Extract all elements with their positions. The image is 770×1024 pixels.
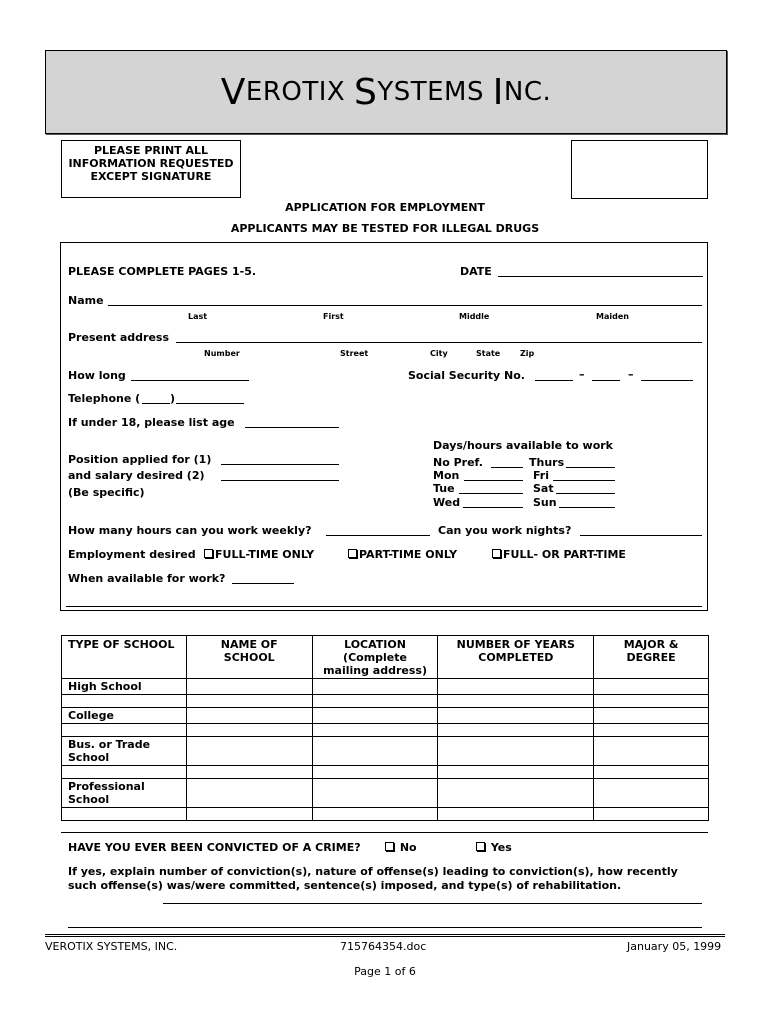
crime-explain: If yes, explain number of conviction(s), nature of offense(s) leading to conviction(s), how recently such offense(s) was/were committed, sentence(s) imposed, and type(s) of rehabilitation. xyxy=(68,865,678,892)
address-field[interactable] xyxy=(176,342,702,343)
cell[interactable] xyxy=(594,779,709,808)
position-label-3: (Be specific) xyxy=(68,486,145,499)
complete-pages-note: PLEASE COMPLETE PAGES 1-5. xyxy=(68,265,257,278)
cell[interactable] xyxy=(438,779,594,808)
name-sub-last: Last xyxy=(188,312,208,321)
part-time-option[interactable]: PART-TIME ONLY xyxy=(348,548,457,561)
day-fri-field[interactable] xyxy=(553,480,615,481)
name-label: Name xyxy=(68,294,104,307)
crime-question: HAVE YOU EVER BEEN CONVICTED OF A CRIME? xyxy=(68,841,361,854)
cell[interactable] xyxy=(438,708,594,724)
row-label: High School xyxy=(62,679,187,695)
name-sub-first: First xyxy=(323,312,344,321)
ssn-field-2[interactable] xyxy=(592,380,620,381)
day-thurs-field[interactable] xyxy=(566,467,615,468)
name-sub-maiden: Maiden xyxy=(596,312,629,321)
print-note: PLEASE PRINT ALL INFORMATION REQUESTED EXCEPT SIGNATURE xyxy=(61,140,241,198)
nights-field[interactable] xyxy=(580,535,702,536)
address-label: Present address xyxy=(68,331,170,344)
area-code-field[interactable] xyxy=(142,403,170,404)
day-tue-field[interactable] xyxy=(459,493,523,494)
page-number: Page 1 of 6 xyxy=(354,965,416,978)
crime-explain-field-2[interactable] xyxy=(68,927,702,928)
header-years-completed: NUMBER OF YEARS COMPLETED xyxy=(438,636,594,679)
cell[interactable] xyxy=(312,679,438,695)
cell[interactable] xyxy=(186,679,312,695)
employment-desired-label: Employment desired xyxy=(68,548,196,561)
cell[interactable] xyxy=(186,779,312,808)
full-time-option[interactable]: FULL-TIME ONLY xyxy=(204,548,314,561)
cell[interactable] xyxy=(594,737,709,766)
ssn-label: Social Security No. xyxy=(408,369,525,382)
day-thurs: Thurs xyxy=(529,456,565,469)
crime-no-checkbox[interactable] xyxy=(385,842,394,851)
when-available-field[interactable] xyxy=(232,583,294,584)
full-or-part-time-checkbox[interactable] xyxy=(492,549,501,558)
part-time-checkbox[interactable] xyxy=(348,549,357,558)
nights-label: Can you work nights? xyxy=(438,524,572,537)
day-no-pref-field[interactable] xyxy=(491,467,523,468)
name-field[interactable] xyxy=(108,305,702,306)
footer-filename: 715764354.doc xyxy=(340,940,427,953)
footer-company: VEROTIX SYSTEMS, INC. xyxy=(45,940,178,953)
age-field[interactable] xyxy=(245,427,339,428)
address-sub-zip: Zip xyxy=(520,349,535,358)
full-or-part-time-option[interactable]: FULL- OR PART-TIME xyxy=(492,548,626,561)
section-divider xyxy=(61,832,708,833)
row-label: Bus. or Trade School xyxy=(62,737,187,766)
day-sun: Sun xyxy=(533,496,557,509)
day-wed: Wed xyxy=(433,496,461,509)
footer-rule xyxy=(45,934,725,937)
day-fri: Fri xyxy=(533,469,550,482)
day-wed-field[interactable] xyxy=(463,507,523,508)
company-title: V EROTIX S YSTEMS I NC. xyxy=(45,50,727,134)
row-label: College xyxy=(62,708,187,724)
address-sub-city: City xyxy=(430,349,448,358)
cell[interactable] xyxy=(312,737,438,766)
name-sub-middle: Middle xyxy=(459,312,490,321)
header-name-of-school: NAME OF SCHOOL xyxy=(186,636,312,679)
full-time-checkbox[interactable] xyxy=(204,549,213,558)
education-table xyxy=(61,635,709,821)
footer-date: January 05, 1999 xyxy=(627,940,722,953)
how-long-label: How long xyxy=(68,369,126,382)
when-available-label: When available for work? xyxy=(68,572,226,585)
address-sub-state: State xyxy=(476,349,501,358)
date-label: DATE xyxy=(460,265,492,278)
cell[interactable] xyxy=(594,679,709,695)
cell[interactable] xyxy=(438,737,594,766)
position-label-1: Position applied for (1) xyxy=(68,453,212,466)
header-location: LOCATION (Complete mailing address) xyxy=(312,636,438,679)
ssn-field-3[interactable] xyxy=(641,380,693,381)
ssn-dash-2: – xyxy=(628,368,634,381)
days-heading: Days/hours available to work xyxy=(433,439,613,452)
hours-weekly-label: How many hours can you work weekly? xyxy=(68,524,312,537)
extra-line-field[interactable] xyxy=(66,606,702,607)
position-label-2: and salary desired (2) xyxy=(68,469,205,482)
day-sat-field[interactable] xyxy=(556,493,615,494)
cell[interactable] xyxy=(186,708,312,724)
telephone-label: Telephone ( xyxy=(68,392,141,405)
header-major-degree: MAJOR & DEGREE xyxy=(594,636,709,679)
position-field-1[interactable] xyxy=(221,464,339,465)
header-type-of-school: TYPE OF SCHOOL xyxy=(62,636,187,679)
telephone-paren: ) xyxy=(170,392,176,405)
blank-box xyxy=(571,140,708,199)
crime-yes-option[interactable]: Yes xyxy=(476,841,512,854)
hours-weekly-field[interactable] xyxy=(326,535,430,536)
day-no-pref: No Pref. xyxy=(433,456,483,469)
under18-label: If under 18, please list age xyxy=(68,416,235,429)
date-field[interactable] xyxy=(498,276,703,277)
day-mon-field[interactable] xyxy=(464,480,523,481)
address-sub-number: Number xyxy=(204,349,240,358)
day-mon: Mon xyxy=(433,469,460,482)
cell[interactable] xyxy=(438,679,594,695)
drug-notice: APPLICANTS MAY BE TESTED FOR ILLEGAL DRUGS xyxy=(230,222,540,235)
telephone-field[interactable] xyxy=(176,403,244,404)
cell[interactable] xyxy=(594,708,709,724)
crime-explain-field[interactable] xyxy=(163,903,702,904)
address-sub-street: Street xyxy=(340,349,369,358)
cell[interactable] xyxy=(186,737,312,766)
position-field-2[interactable] xyxy=(221,480,339,481)
ssn-field-1[interactable] xyxy=(535,380,573,381)
form-title: APPLICATION FOR EMPLOYMENT xyxy=(285,201,485,214)
row-label: Professional School xyxy=(62,779,187,808)
day-sat: Sat xyxy=(533,482,554,495)
cell[interactable] xyxy=(312,708,438,724)
cell[interactable] xyxy=(312,779,438,808)
day-sun-field[interactable] xyxy=(559,507,615,508)
crime-no-option[interactable]: No xyxy=(385,841,417,854)
day-tue: Tue xyxy=(433,482,455,495)
how-long-field[interactable] xyxy=(131,380,249,381)
crime-yes-checkbox[interactable] xyxy=(476,842,485,851)
ssn-dash-1: – xyxy=(579,368,585,381)
